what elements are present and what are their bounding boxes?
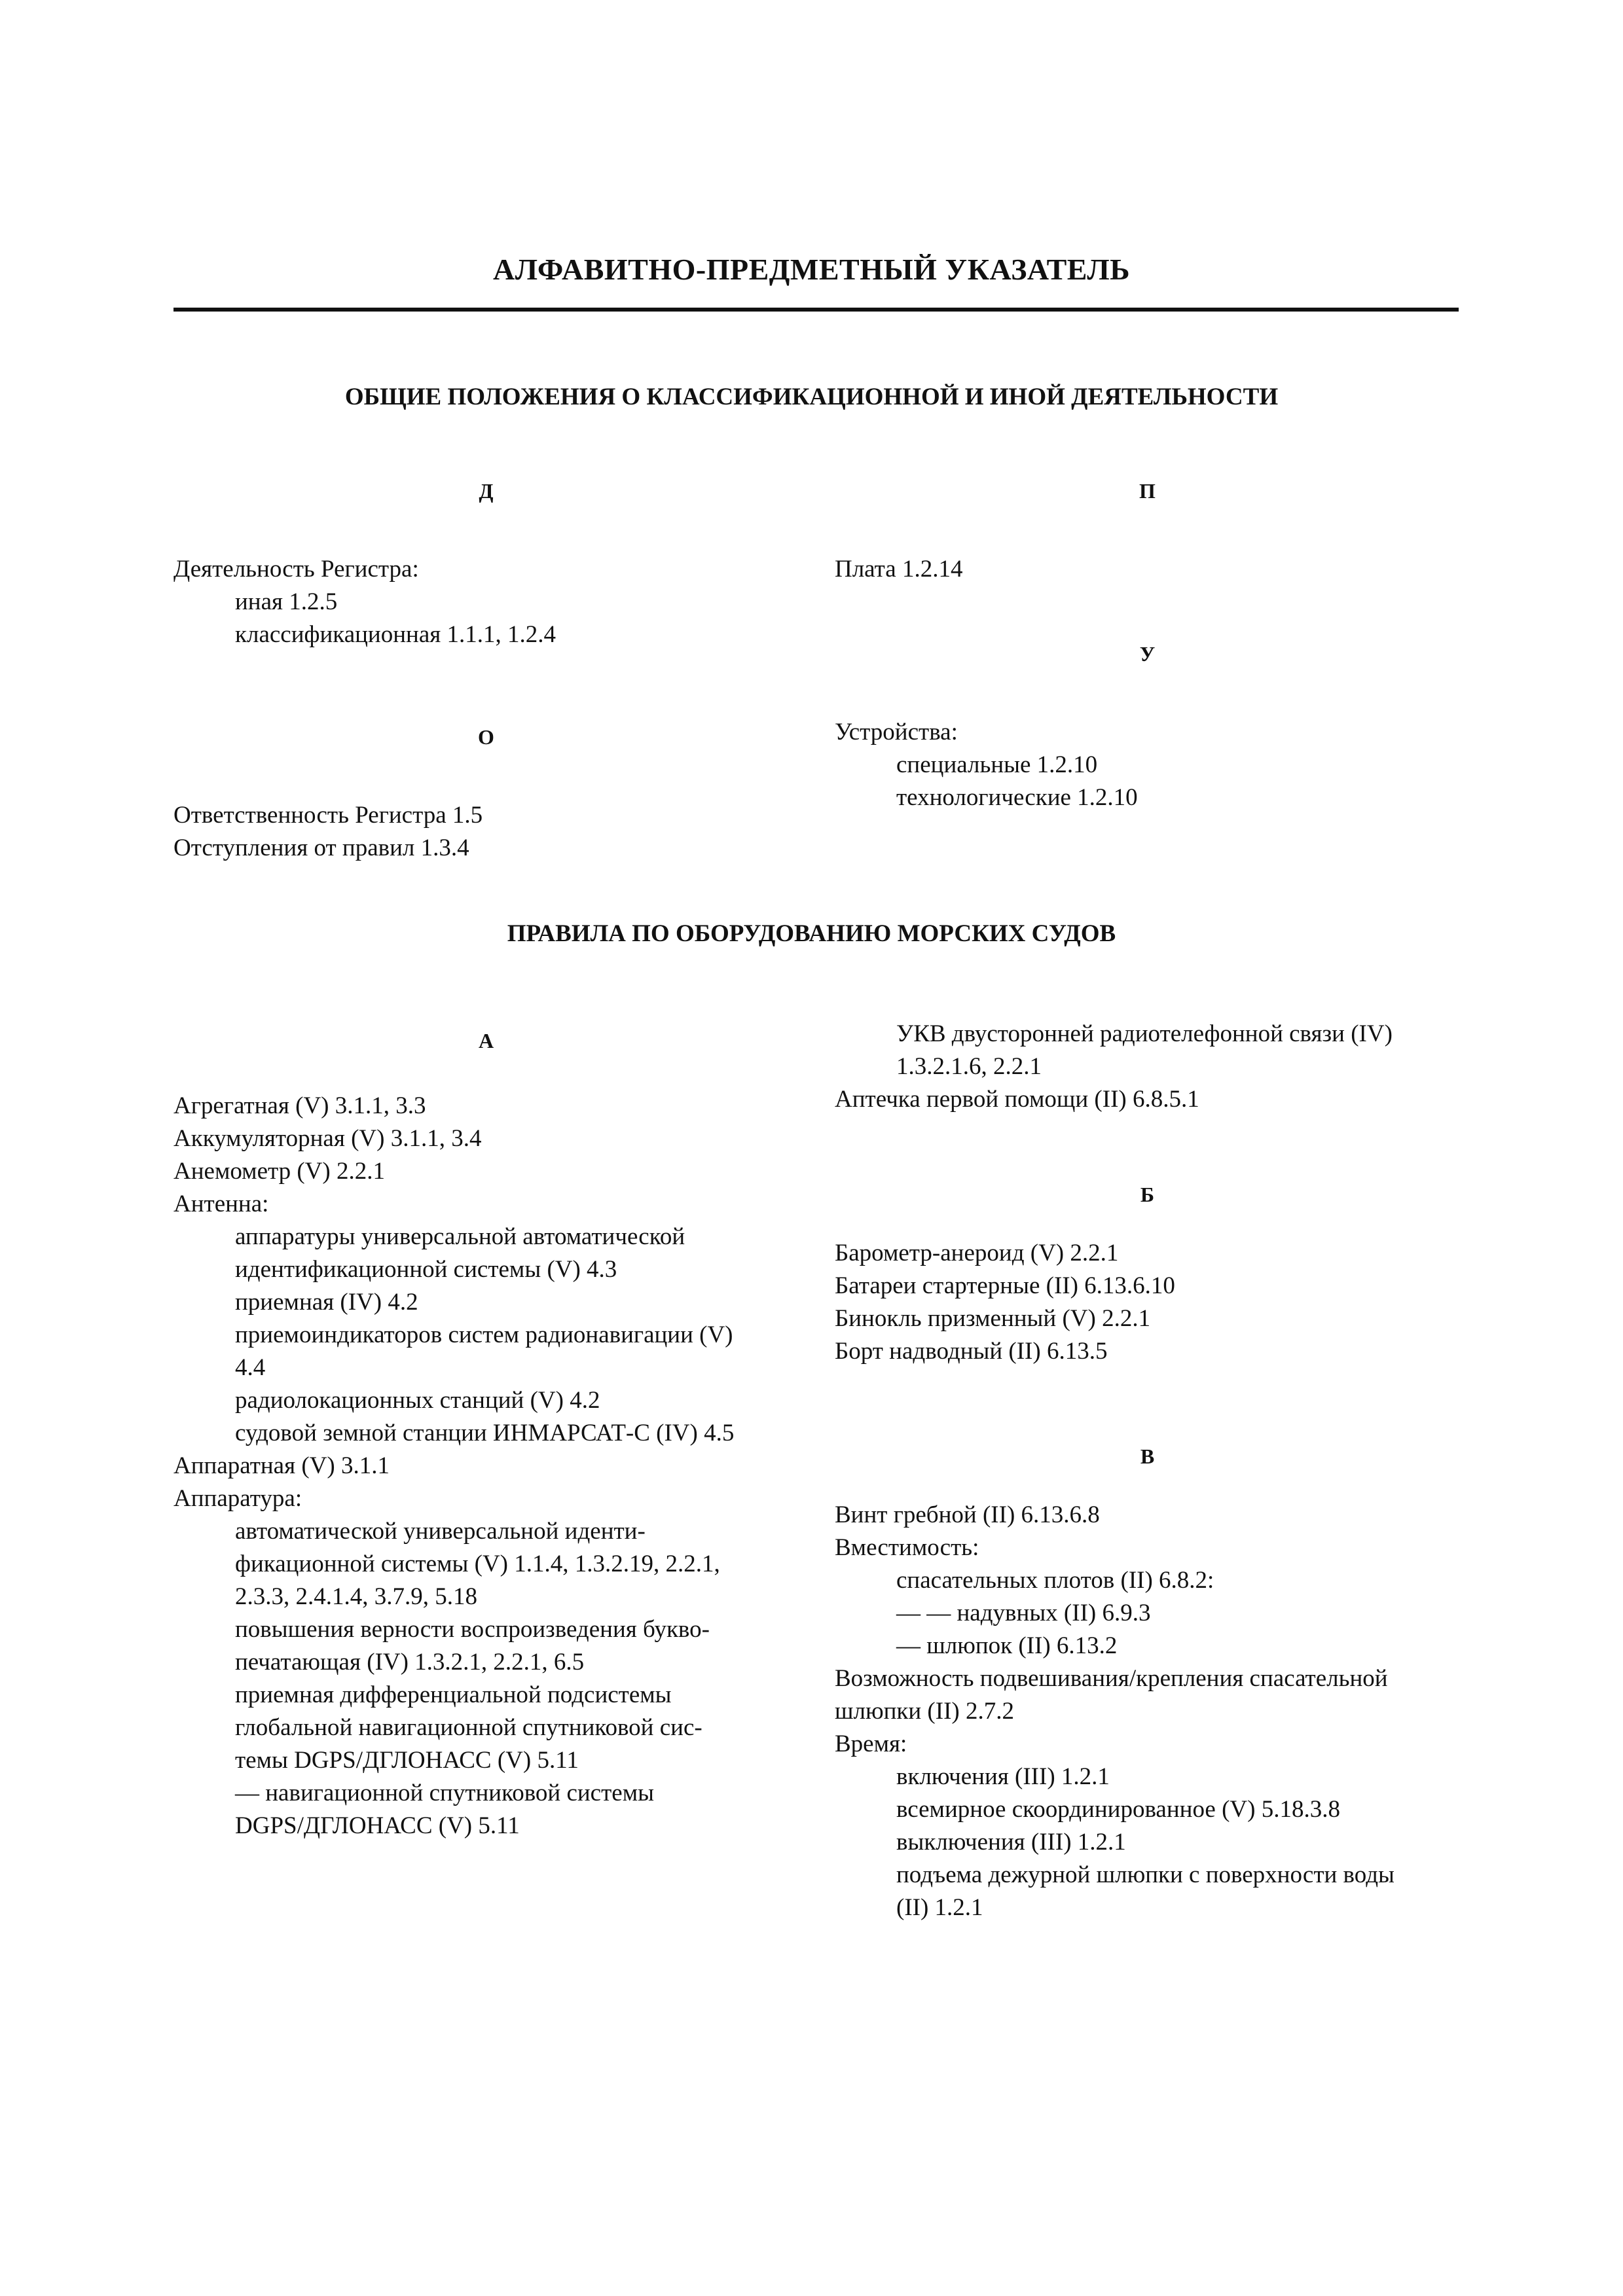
index-entry: Аппаратура: bbox=[173, 1485, 302, 1512]
index-entry: Барометр-анероид (V) 2.2.1 bbox=[835, 1240, 1119, 1266]
index-entry: Время: bbox=[835, 1731, 907, 1757]
index-entry: Ответственность Регистра 1.5 bbox=[173, 802, 483, 829]
index-subentry: — шлюпок (II) 6.13.2 bbox=[896, 1632, 1118, 1659]
index-subentry: фикационной системы (V) 1.1.4, 1.3.2.19, 2.2.1, bbox=[235, 1551, 720, 1577]
letter-heading: У bbox=[1139, 642, 1156, 666]
index-subentry: подъема дежурной шлюпки с поверхности воды bbox=[896, 1861, 1395, 1888]
title-rule bbox=[173, 308, 1459, 312]
index-entry: Аккумуляторная (V) 3.1.1, 3.4 bbox=[173, 1125, 482, 1152]
index-subentry: УКВ двусторонней радиотелефонной связи (IV) bbox=[896, 1020, 1393, 1047]
letter-heading: П bbox=[1139, 479, 1156, 503]
index-subentry: темы DGPS/ДГЛОНАСС (V) 5.11 bbox=[235, 1747, 579, 1774]
index-subentry: выключения (III) 1.2.1 bbox=[896, 1829, 1126, 1856]
index-entry: Отступления от правил 1.3.4 bbox=[173, 834, 469, 861]
section1-title: ОБЩИЕ ПОЛОЖЕНИЯ О КЛАССИФИКАЦИОННОЙ И ИНОЙ ДЕЯТЕЛЬНОСТИ bbox=[344, 384, 1279, 410]
index-subentry: судовой земной станции ИНМАРСАТ-С (IV) 4.5 bbox=[235, 1420, 735, 1446]
index-subentry: повышения верности воспроизведения букво- bbox=[235, 1616, 710, 1643]
index-subentry: иная 1.2.5 bbox=[235, 588, 338, 615]
letter-heading: В bbox=[1140, 1444, 1155, 1468]
index-subentry: 2.3.3, 2.4.1.4, 3.7.9, 5.18 bbox=[235, 1583, 477, 1610]
letter-heading: Д bbox=[479, 479, 494, 503]
section1-right-column bbox=[835, 475, 1460, 814]
index-entry: Антенна: bbox=[173, 1191, 269, 1217]
index-subentry: — навигационной спутниковой системы bbox=[235, 1780, 654, 1806]
index-entry: Вместимость: bbox=[835, 1534, 979, 1561]
index-entry: Устройства: bbox=[835, 719, 958, 745]
index-subentry: аппаратуры универсальной автоматической bbox=[235, 1223, 685, 1250]
index-subentry: всемирное скоординированное (V) 5.18.3.8 bbox=[896, 1796, 1340, 1823]
index-subentry: DGPS/ДГЛОНАСС (V) 5.11 bbox=[235, 1812, 520, 1839]
index-subentry: приемная дифференциальной подсистемы bbox=[235, 1681, 672, 1708]
letter-heading: Б bbox=[1140, 1183, 1155, 1206]
index-subentry: приемная (IV) 4.2 bbox=[235, 1289, 418, 1316]
page-title: АЛФАВИТНО-ПРЕДМЕТНЫЙ УКАЗАТЕЛЬ bbox=[492, 253, 1131, 286]
index-subentry: спасательных плотов (II) 6.8.2: bbox=[896, 1567, 1214, 1594]
index-entry: Бинокль призменный (V) 2.2.1 bbox=[835, 1305, 1151, 1332]
index-entry: Анемометр (V) 2.2.1 bbox=[173, 1158, 385, 1185]
index-subentry: специальные 1.2.10 bbox=[896, 751, 1098, 778]
index-subentry: 4.4 bbox=[235, 1354, 266, 1381]
index-subentry: 1.3.2.1.6, 2.2.1 bbox=[896, 1053, 1042, 1080]
index-subentry: автоматической универсальной иденти- bbox=[235, 1518, 646, 1545]
index-entry: Плата 1.2.14 bbox=[835, 556, 963, 583]
index-entry: Деятельность Регистра: bbox=[173, 556, 419, 583]
section2-title: ПРАВИЛА ПО ОБОРУДОВАНИЮ МОРСКИХ СУДОВ bbox=[507, 920, 1116, 947]
index-subentry: радиолокационных станций (V) 4.2 bbox=[235, 1387, 600, 1414]
index-subentry: печатающая (IV) 1.3.2.1, 2.2.1, 6.5 bbox=[235, 1649, 585, 1676]
letter-heading: О bbox=[478, 725, 494, 749]
index-entry: Винт гребной (II) 6.13.6.8 bbox=[835, 1501, 1100, 1528]
index-entry: Агрегатная (V) 3.1.1, 3.3 bbox=[173, 1092, 426, 1119]
index-subentry: — — надувных (II) 6.9.3 bbox=[896, 1600, 1151, 1626]
index-subentry: включения (III) 1.2.1 bbox=[896, 1763, 1110, 1790]
section2-left-column bbox=[173, 1024, 799, 1842]
index-entry: шлюпки (II) 2.7.2 bbox=[835, 1698, 1014, 1725]
index-subentry: классификационная 1.1.1, 1.2.4 bbox=[235, 621, 556, 648]
index-subentry: технологические 1.2.10 bbox=[896, 784, 1138, 811]
section2-right-column bbox=[835, 1018, 1460, 1924]
index-subentry: (II) 1.2.1 bbox=[896, 1894, 983, 1921]
index-entry: Аптечка первой помощи (II) 6.8.5.1 bbox=[835, 1086, 1199, 1113]
index-entry: Возможность подвешивания/крепления спасательной bbox=[835, 1665, 1388, 1692]
index-subentry: идентификационной системы (V) 4.3 bbox=[235, 1256, 617, 1283]
index-entry: Батареи стартерные (II) 6.13.6.10 bbox=[835, 1272, 1175, 1299]
index-entry: Борт надводный (II) 6.13.5 bbox=[835, 1338, 1108, 1365]
section1-left-column bbox=[173, 475, 799, 865]
index-subentry: глобальной навигационной спутниковой сис- bbox=[235, 1714, 702, 1741]
letter-heading: А bbox=[478, 1029, 494, 1052]
index-entry: Аппаратная (V) 3.1.1 bbox=[173, 1452, 390, 1479]
index-subentry: приемоиндикаторов систем радионавигации (V) bbox=[235, 1321, 733, 1348]
